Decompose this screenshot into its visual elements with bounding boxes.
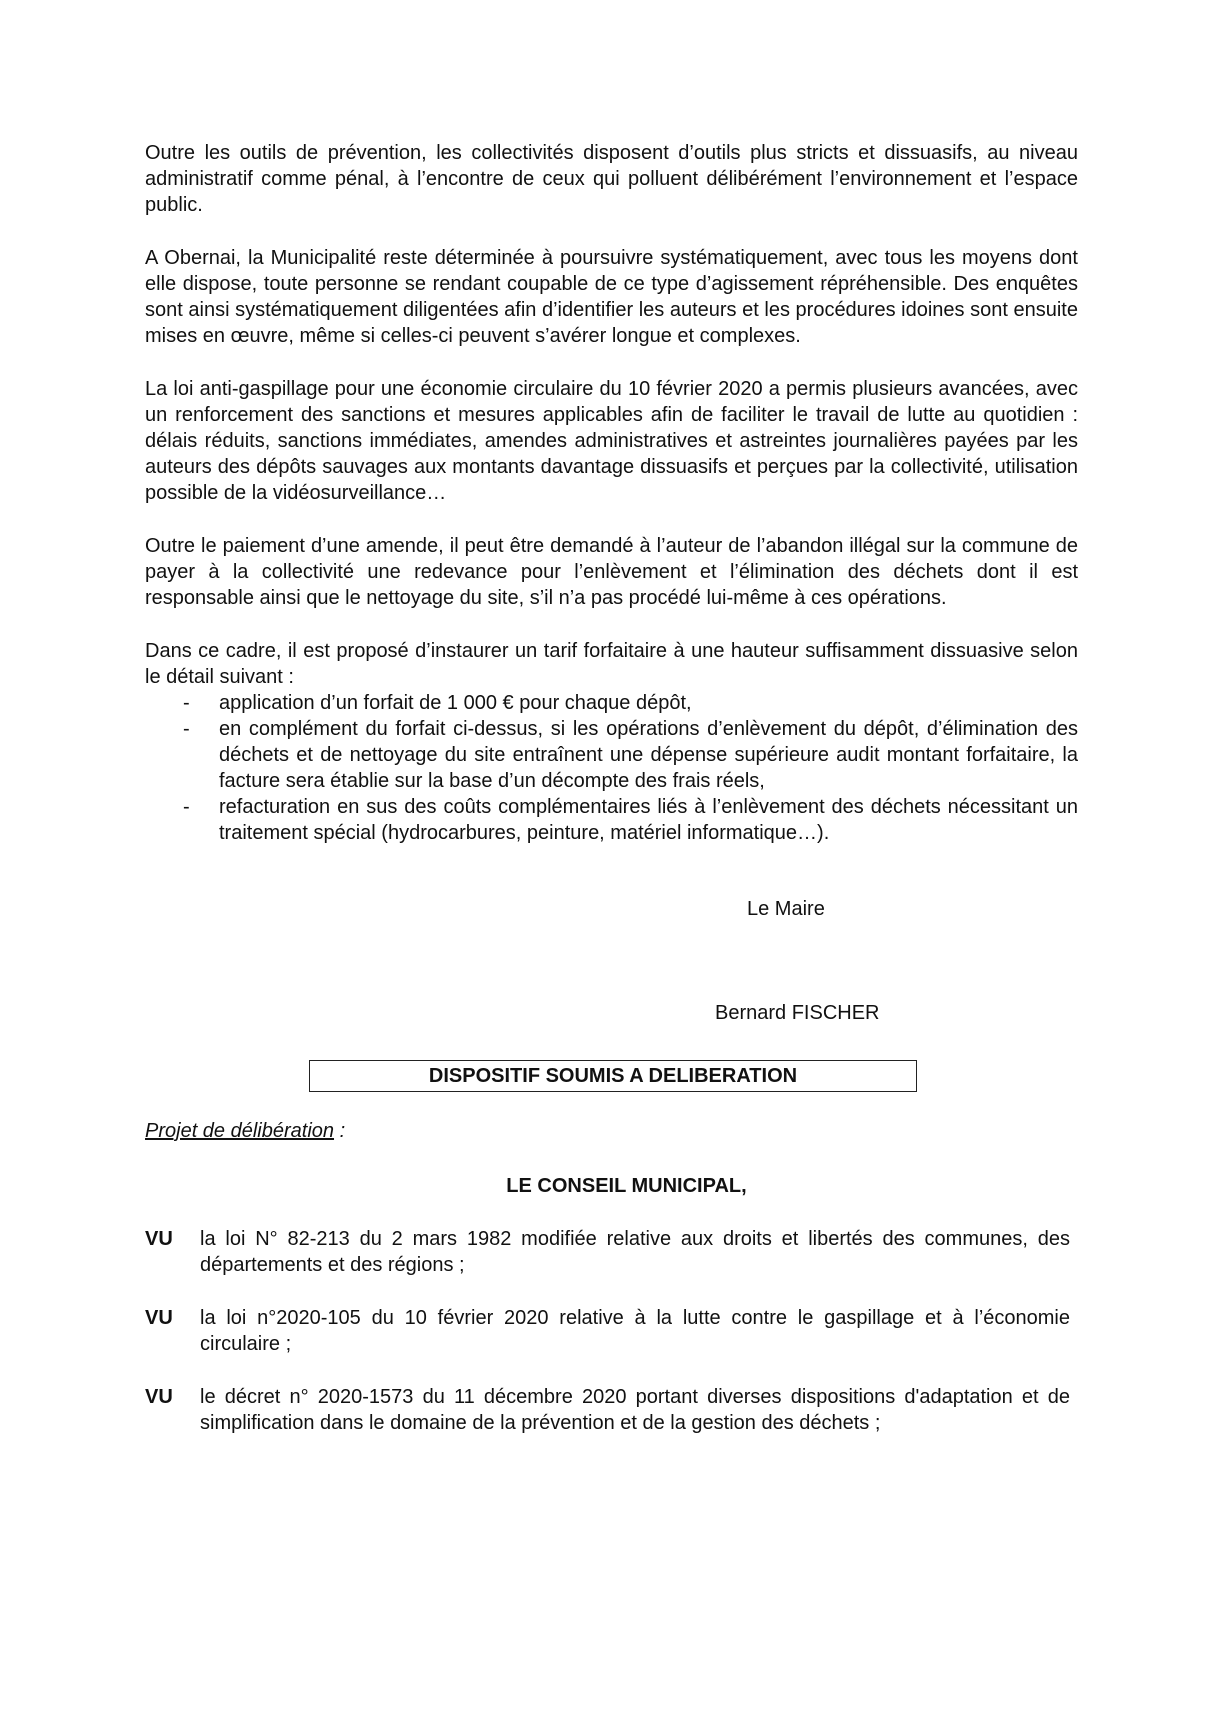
deliberation-box-wrapper [145, 1060, 1078, 1092]
vu-item [145, 1226, 1078, 1278]
document-page [145, 140, 1078, 1436]
paragraph-prevention-tools: Outre les outils de prévention, les collectivités disposent d’outils plus stricts et dissuasifs, au niveau administratif comme pénal, à l’encontre de ceux qui polluent délibérément l’environnement et l’espace public. [145, 142, 1078, 216]
signature-title: Le Maire [747, 898, 825, 920]
vu-tag: VU [145, 1307, 173, 1329]
list-item-text: application d’un forfait de 1 000 € pour chaque dépôt, [219, 692, 692, 714]
vu-text: la loi N° 82-213 du 2 mars 1982 modifiée relative aux droits et libertés des communes, des départements et des régions ; [200, 1228, 1070, 1276]
list-dash: - [183, 718, 190, 740]
vu-item [145, 1305, 1078, 1357]
vu-text: le décret n° 2020-1573 du 11 décembre 2020 portant diverses dispositions d'adaptation et de simplification dans le domaine de la prévention et de la gestion des déchets ; [200, 1386, 1070, 1434]
list-item [145, 690, 1078, 716]
vu-tag: VU [145, 1228, 173, 1250]
paragraph-anti-waste-law: La loi anti-gaspillage pour une économie circulaire du 10 février 2020 a permis plusieurs avancées, avec un renforcement des sanctions et mesures applicables afin de faciliter le travail de lutte au quotidien : délais réduits, sanctions immédiates, amendes administratives et astreintes journalières payées par les auteurs des dépôts sauvages aux montants davantage dissuasifs et perçues par la collectivité, utilisation possible de la vidéosurveillance… [145, 378, 1078, 504]
deliberation-box-title: DISPOSITIF SOUMIS A DELIBERATION [309, 1060, 917, 1092]
list-dash: - [183, 796, 190, 818]
list-item-text: refacturation en sus des coûts complémentaires liés à l’enlèvement des déchets nécessitant un traitement spécial (hydrocarbures, peinture, matériel informatique…). [219, 796, 1078, 844]
paragraph-obernai-municipality: A Obernai, la Municipalité reste déterminée à poursuivre systématiquement, avec tous les moyens dont elle dispose, toute personne se rendant coupable de ce type d’agissement répréhensible. Des enquêtes sont ainsi systématiquement diligentées afin d’identifier les auteurs et les procédures idoines sont ensuite mises en œuvre, même si celles-ci peuvent s’avérer longue et complexes. [145, 247, 1078, 347]
list-dash: - [183, 692, 190, 714]
vu-tag: VU [145, 1386, 173, 1408]
vu-item [145, 1384, 1078, 1436]
paragraph-fine-payment: Outre le paiement d’une amende, il peut être demandé à l’auteur de l’abandon illégal sur la commune de payer à la collectivité une redevance pour l’enlèvement et l’élimination des déchets dont il est responsable ainsi que le nettoyage du site, s’il n’a pas procédé lui-même à ces opérations. [145, 535, 1078, 609]
paragraph-flat-rate-proposal: Dans ce cadre, il est proposé d’instaurer un tarif forfaitaire à une hauteur suffisamment dissuasive selon le détail suivant : [145, 640, 1078, 688]
projet-heading [145, 1118, 1078, 1144]
signature-name: Bernard FISCHER [715, 1002, 880, 1024]
vu-text: la loi n°2020-105 du 10 février 2020 relative à la lutte contre le gaspillage et à l’économie circulaire ; [200, 1307, 1070, 1355]
list-item-text: en complément du forfait ci-dessus, si les opérations d’enlèvement du dépôt, d’élimination des déchets et de nettoyage du site entraînent une dépense supérieure audit montant forfaitaire, la facture sera établie sur la base d’un décompte des frais réels, [219, 718, 1078, 792]
list-item [145, 716, 1078, 794]
list-item [145, 794, 1078, 846]
tariff-list [145, 690, 1078, 846]
projet-label: Projet de délibération [145, 1120, 335, 1142]
conseil-heading: LE CONSEIL MUNICIPAL, [506, 1175, 747, 1197]
projet-suffix: : [334, 1120, 346, 1142]
